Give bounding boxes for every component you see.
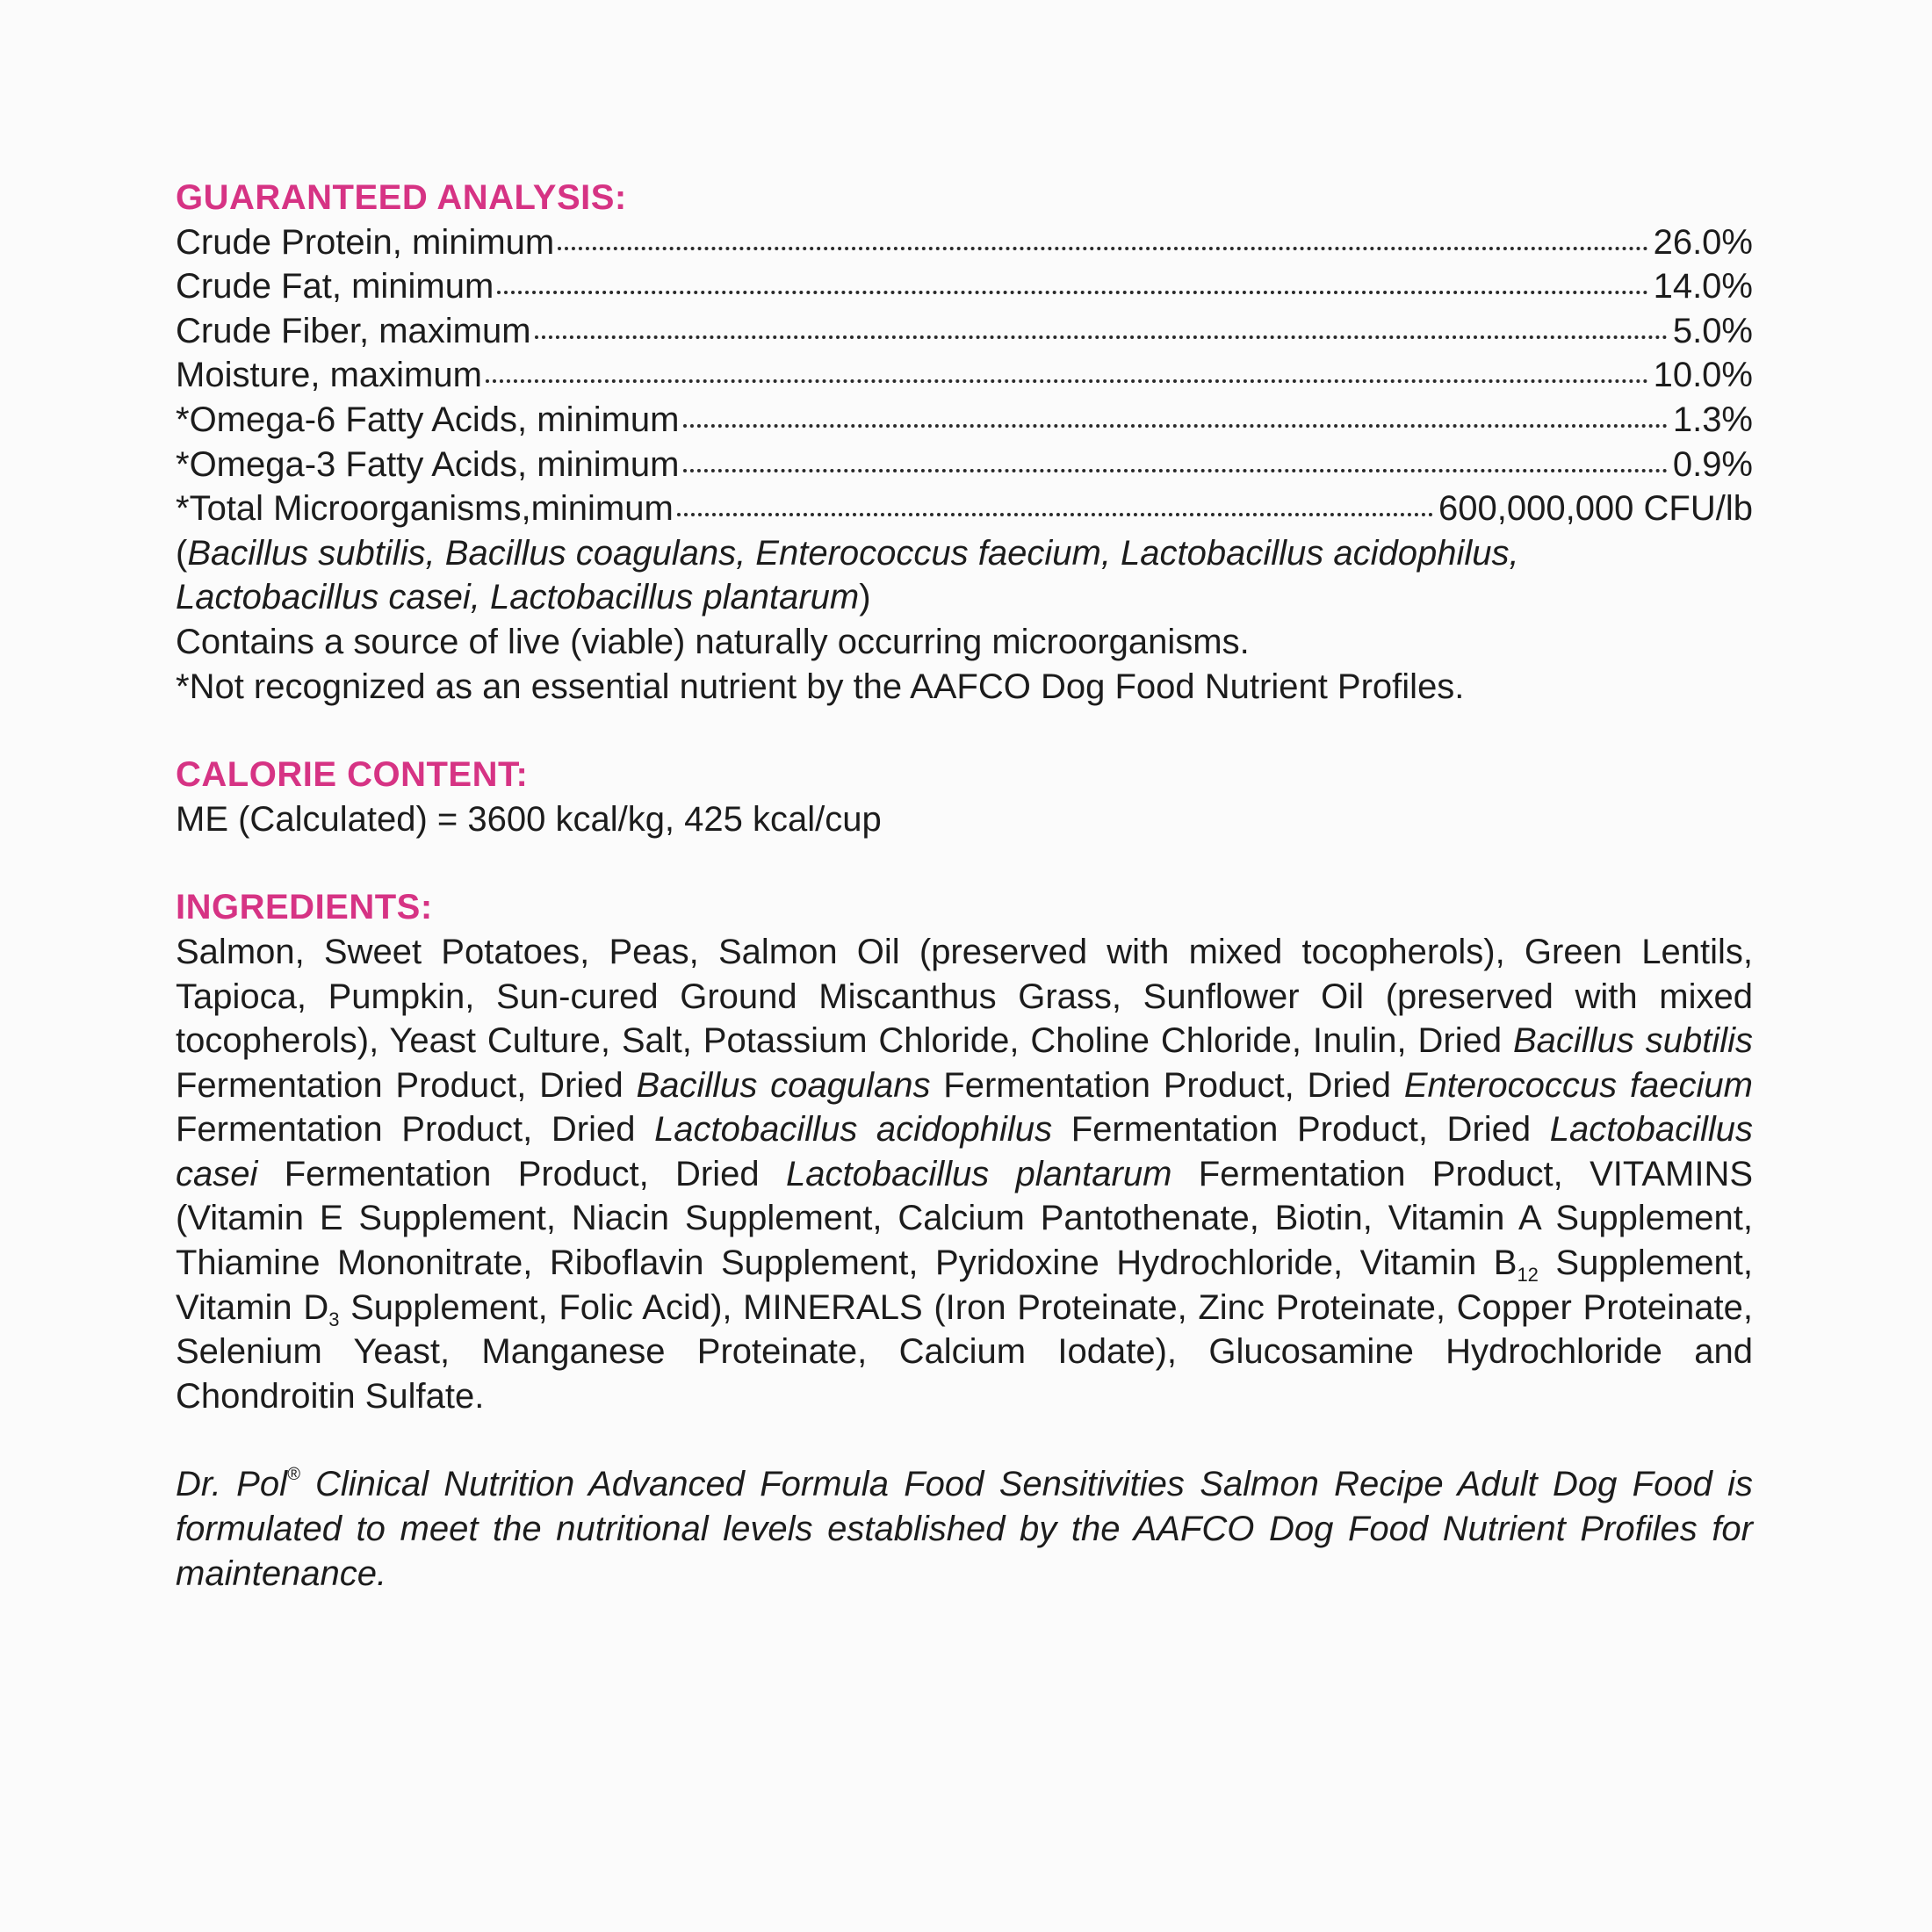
analysis-label: Crude Protein, minimum	[176, 222, 555, 262]
ingredients-text: Supplement, Vitamin D	[176, 1244, 1753, 1327]
microorganism-species	[176, 531, 1753, 576]
analysis-value: 5.0%	[1672, 311, 1753, 350]
analysis-value: 26.0%	[1653, 222, 1753, 262]
analysis-label: *Omega-3 Fatty Acids, minimum	[176, 444, 680, 484]
species-close-paren: )	[859, 578, 871, 617]
dot-leader	[683, 423, 1668, 428]
live-microorganisms-note: Contains a source of live (viable) naturally occurring microorganisms.	[176, 622, 1250, 661]
ingredient-species: Lactobacillus acidophilus	[654, 1110, 1053, 1150]
ingredients-text: Fermentation Product, VITAMINS (Vitamin E Supplement, Niacin Supplement, Calcium Pantothenate, Biotin, Vitamin A Supplement, Thiamine Mononitrate, Riboflavin Supplement, Pyridoxine Hydrochloride, Vitamin B	[176, 1154, 1754, 1283]
registered-mark: ®	[286, 1465, 300, 1485]
analysis-row	[176, 309, 1753, 354]
analysis-label: *Total Microorganisms,minimum	[176, 489, 674, 529]
dot-leader	[677, 512, 1433, 516]
ingredients-text: Salmon, Sweet Potatoes, Peas, Salmon Oil (preserved with mixed tocopherols), Green Lentils, Tapioca, Pumpkin, Sun-cured Ground Miscanthus Grass, Sunflower Oil (preserved with mixed tocopherols), Yeast Culture, Salt, Potassium Chloride, Choline Chloride, Inulin, Dried	[176, 932, 1753, 1061]
guaranteed-analysis-table	[176, 220, 1753, 531]
calorie-content-heading: CALORIE CONTENT:	[176, 755, 529, 795]
analysis-label: Crude Fat, minimum	[176, 267, 494, 306]
aafco-statement	[176, 1462, 1753, 1596]
analysis-row	[176, 487, 1753, 531]
analysis-value: 600,000,000 CFU/lb	[1438, 489, 1753, 529]
ingredient-species: Lactobacillus plantarum	[785, 1154, 1172, 1193]
dot-leader	[683, 468, 1668, 472]
statement-text: Clinical Nutrition Advanced Formula Food Sensitivities Salmon Recipe Adult Dog Food is formulated to meet the nutritional levels established by the AAFCO Dog Food Nutrient Profiles for maintenance.	[176, 1465, 1754, 1593]
ingredient-species: Enterococcus faecium	[1403, 1065, 1754, 1105]
analysis-value: 14.0%	[1653, 267, 1753, 306]
analysis-label: *Omega-6 Fatty Acids, minimum	[176, 400, 680, 439]
ingredients-text: Fermentation Product, Dried	[1052, 1110, 1550, 1150]
dot-leader	[535, 335, 1668, 339]
species-line-2: Lactobacillus casei, Lactobacillus plantarum	[176, 578, 860, 617]
analysis-row	[176, 220, 1753, 265]
analysis-value: 10.0%	[1653, 356, 1753, 395]
analysis-value: 0.9%	[1672, 444, 1753, 484]
ingredients-heading: INGREDIENTS:	[176, 888, 433, 927]
dot-leader	[486, 378, 1648, 383]
analysis-row	[176, 443, 1753, 487]
dot-leader	[497, 290, 1647, 294]
ingredients-text: Fermentation Product, Dried	[176, 1065, 637, 1105]
subscript: 3	[328, 1308, 340, 1330]
aafco-note: *Not recognized as an essential nutrient by the AAFCO Dog Food Nutrient Profiles.	[176, 667, 1465, 706]
microorganism-species-cont	[176, 575, 1753, 620]
species-open-paren: (	[176, 533, 188, 573]
dot-leader	[558, 246, 1647, 250]
ingredients-text: Fermentation Product, Dried	[930, 1065, 1404, 1105]
ingredient-species: Lactobacillus casei	[176, 1110, 1754, 1193]
analysis-row	[176, 264, 1753, 309]
ingredients-list	[176, 930, 1753, 1419]
guaranteed-analysis-heading: GUARANTEED ANALYSIS:	[176, 178, 627, 217]
ingredient-species: Bacillus subtilis	[1513, 1021, 1753, 1061]
ingredient-species: Bacillus coagulans	[636, 1065, 931, 1105]
ingredients-text: Supplement, Folic Acid), MINERALS (Iron Proteinate, Zinc Proteinate, Copper Proteinate, Selenium Yeast, Manganese Proteinate, Calcium Iodate), Glucosamine Hydrochloride and Chondroitin Sulfate.	[176, 1287, 1753, 1416]
nutrition-content	[176, 176, 1753, 1596]
analysis-label: Moisture, maximum	[176, 356, 482, 395]
ingredients-text: Fermentation Product, Dried	[176, 1110, 655, 1150]
ingredients-text: Fermentation Product, Dried	[257, 1154, 786, 1193]
analysis-label: Crude Fiber, maximum	[176, 311, 531, 350]
analysis-row	[176, 398, 1753, 443]
statement-text: Dr. Pol	[176, 1465, 287, 1504]
calorie-content-text: ME (Calculated) = 3600 kcal/kg, 425 kcal/cup	[176, 799, 882, 839]
species-line-1: Bacillus subtilis, Bacillus coagulans, Enterococcus faecium, Lactobacillus acidophilus,	[187, 533, 1519, 573]
analysis-value: 1.3%	[1672, 400, 1753, 439]
subscript: 12	[1517, 1264, 1539, 1287]
analysis-row	[176, 353, 1753, 398]
